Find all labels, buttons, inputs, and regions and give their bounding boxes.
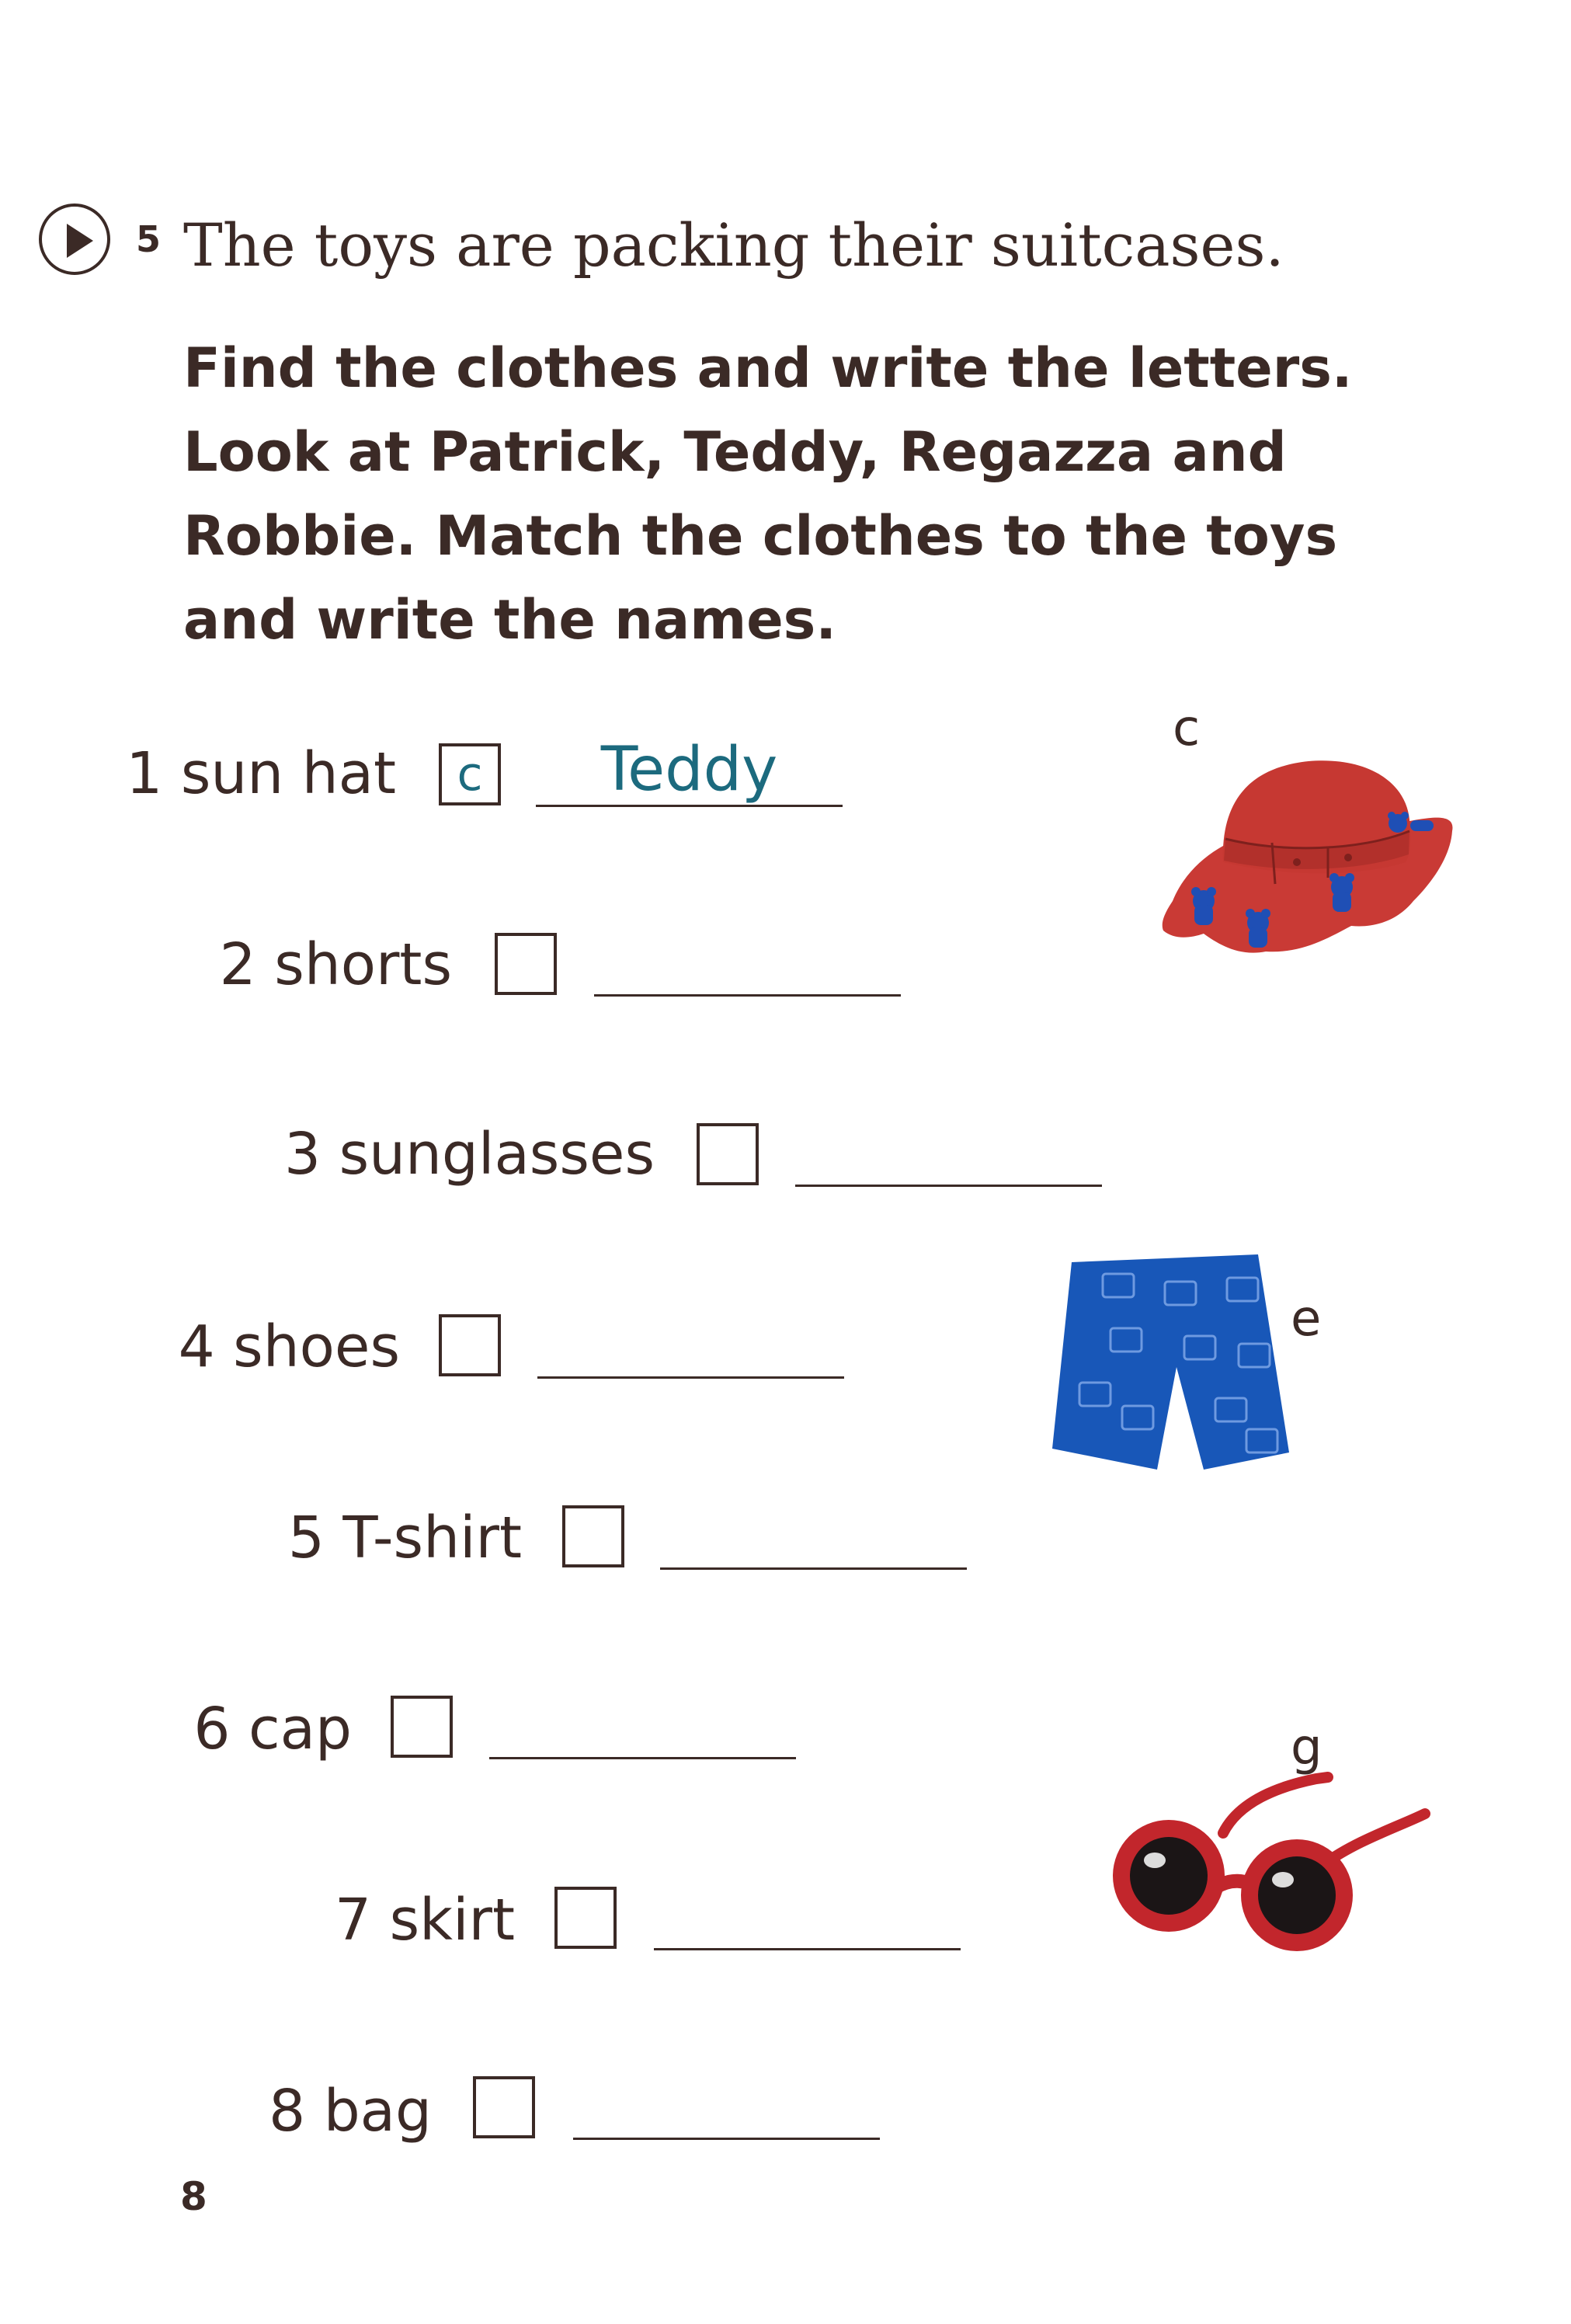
exercise-item bbox=[0, 1881, 515, 1959]
audio-play-icon[interactable] bbox=[39, 204, 110, 275]
instruction-line: and write the names. bbox=[183, 588, 836, 652]
item-label: 8 bag bbox=[269, 2078, 432, 2145]
item-label: 6 cap bbox=[193, 1696, 352, 1762]
letter-box[interactable] bbox=[439, 743, 501, 805]
item-label: 4 shoes bbox=[178, 1313, 400, 1380]
name-line[interactable] bbox=[594, 994, 901, 997]
exercise-item bbox=[0, 1115, 655, 1193]
letter-box[interactable] bbox=[473, 2076, 535, 2138]
instruction-line: Robbie. Match the clothes to the toys bbox=[183, 504, 1338, 568]
exercise-item bbox=[0, 1499, 522, 1577]
exercise-item bbox=[0, 735, 396, 812]
letter-box[interactable] bbox=[439, 1314, 501, 1376]
name-line[interactable] bbox=[795, 1185, 1102, 1187]
name-line[interactable] bbox=[660, 1567, 967, 1570]
letter-box[interactable] bbox=[495, 933, 557, 995]
exercise-item bbox=[0, 926, 452, 1004]
name-answer: Teddy bbox=[600, 735, 778, 805]
sun-hat-icon bbox=[1142, 746, 1460, 967]
name-line[interactable] bbox=[489, 1757, 796, 1759]
instruction-line: Look at Patrick, Teddy, Regazza and bbox=[183, 420, 1287, 484]
page-number: 8 bbox=[180, 2174, 207, 2219]
letter-box[interactable] bbox=[562, 1505, 624, 1567]
item-label: 3 sunglasses bbox=[283, 1121, 655, 1188]
picture-letter: g bbox=[1291, 1719, 1322, 1776]
exercise-item bbox=[0, 2072, 432, 2150]
name-line[interactable] bbox=[654, 1948, 961, 1950]
name-line[interactable] bbox=[537, 1376, 844, 1379]
exercise-item bbox=[0, 1690, 352, 1768]
item-label: 5 T-shirt bbox=[287, 1505, 522, 1571]
name-line[interactable] bbox=[536, 805, 843, 807]
item-label: 2 shorts bbox=[219, 931, 452, 998]
item-label: 1 sun hat bbox=[126, 740, 396, 807]
exercise-item bbox=[0, 1308, 400, 1386]
picture-letter: e bbox=[1291, 1290, 1322, 1348]
letter-box[interactable] bbox=[554, 1887, 617, 1949]
sunglasses-icon bbox=[1107, 1771, 1437, 1953]
item-label: 7 skirt bbox=[334, 1887, 515, 1953]
letter-box[interactable] bbox=[391, 1696, 453, 1758]
shorts-icon bbox=[1048, 1251, 1297, 1472]
instruction-line: Find the clothes and write the letters. bbox=[183, 336, 1353, 400]
letter-box[interactable] bbox=[697, 1123, 759, 1185]
exercise-instructions bbox=[183, 326, 1395, 662]
letter-answer: c bbox=[457, 747, 483, 802]
exercise-number: 5 bbox=[136, 218, 162, 260]
name-line[interactable] bbox=[573, 2138, 880, 2140]
exercise-intro: The toys are packing their suitcases. bbox=[183, 210, 1284, 280]
picture-letter: c bbox=[1173, 700, 1201, 757]
